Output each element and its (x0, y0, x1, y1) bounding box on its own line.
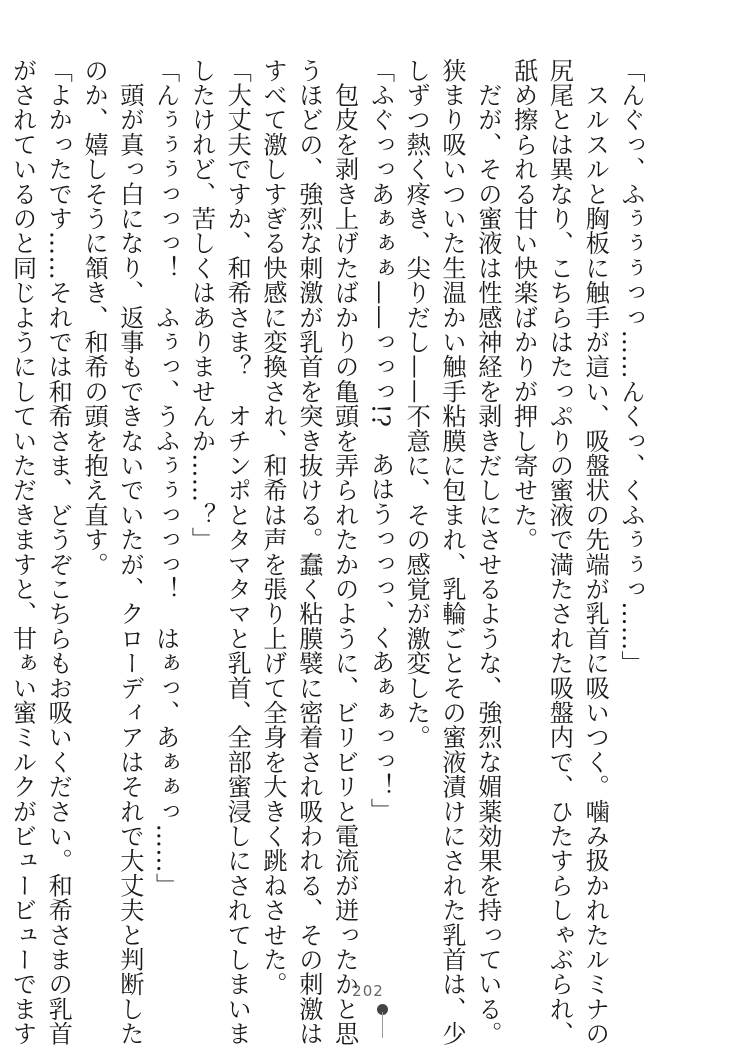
text-line: 「んぐっ、ふぅぅぅっっ……んくっ、くふぅぅっ……」 (617, 58, 645, 676)
text-line: 「大丈夫ですか、和希さま？ オチンポとタマタマと乳首、全部蜜浸しにされてしまいま (223, 58, 252, 1046)
text-line: 「よかったです……それでは和希さま、どうぞこちらもお吸いください。和希さまの乳首 (44, 58, 73, 1046)
text-line: しずつ熱く疼き、尖りだし——不意に、その感覚が激変した。 (402, 58, 431, 750)
text-line: うほどの、強烈な刺激が乳首を突き抜ける。蠢く粘膜襞に密着され吸われる、その刺激は (294, 58, 323, 1046)
text-line: すべて激しすぎる快感に変換され、和希は声を張り上げて全身を大きく跳ねさせた。 (259, 58, 288, 997)
page-number: 202 (352, 982, 384, 1000)
text-line: 包皮を剥き上げたばかりの亀頭を弄られたかのように、ビリビリと電流が迸ったかと思 (330, 58, 359, 1046)
text-line: したけれど、苦しくはありませんか……？」 (187, 58, 216, 552)
text-line: 尻尾とは異なり、こちらはたっぷりの蜜液で満たされた吸盤内で、ひたすらしゃぶられ、 (545, 58, 574, 1046)
text-line: のか、嬉しそうに頷き、和希の頭を抱え直す。 (80, 58, 109, 577)
text-line: だが、その蜜液は性感神経を剥きだしにさせるような、強烈な媚薬効果を持っている。 (473, 58, 502, 1046)
text-line: 頭が真っ白になり、返事もできないでいたが、クローディアはそれで大丈夫と判断した (115, 58, 144, 1046)
text-line: 狭まり吸いついた生温かい触手粘膜に包まれ、乳輪ごとその蜜液漬けにされた乳首は、少 (438, 58, 467, 1046)
text-line: がされているのと同じようにしていただきますと、甘ぁい蜜ミルクがビュービューでます (8, 58, 37, 1046)
text-line: 「ふぐっっあぁぁぁ——っっっ!? あはうっっっ、くあぁぁっっ！」 (366, 58, 395, 823)
text-line: 「んぅぅぅっっっ！ ふぅっ、うふぅぅっっっ！ はぁっ、あぁぁっ……」 (151, 58, 180, 898)
bookmark-thread-divider (382, 1012, 383, 1038)
text-line: スルスルと胸板に触手が這い、吸盤状の先端が乳首に吸いつく。噛み扱かれたルミナの (581, 58, 610, 1046)
text-line: 舐め擦られる甘い快楽ばかりが押し寄せた。 (509, 58, 538, 552)
